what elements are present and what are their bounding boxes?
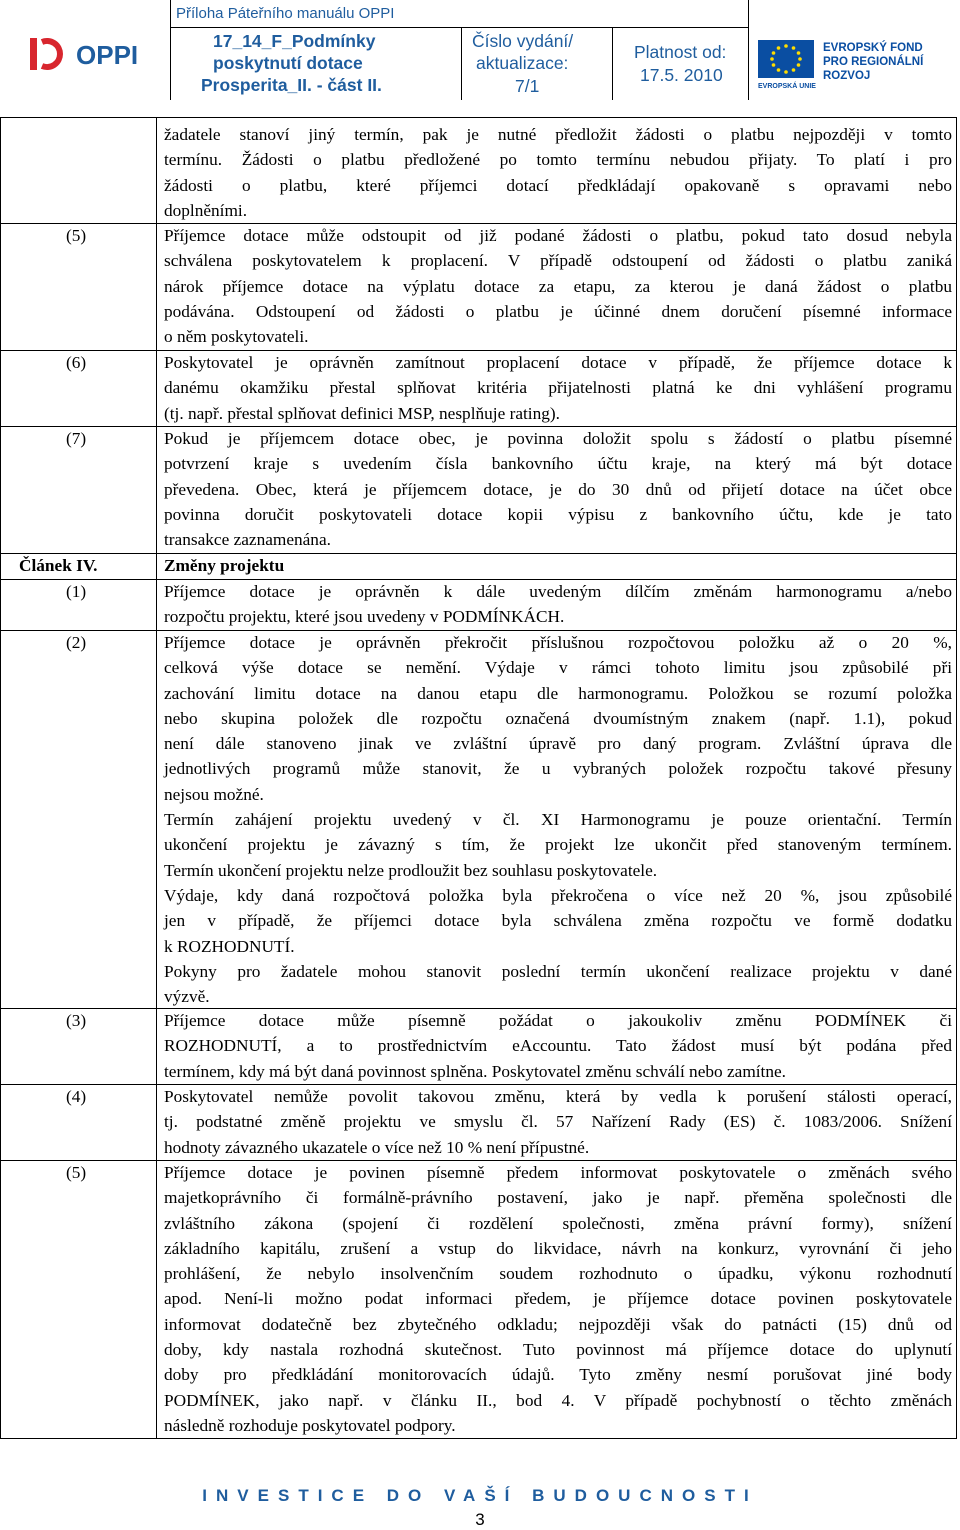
text-line: nebo skupina položek dle rozpočtu označená dvoumístným znakem (např. 1.1), pokud xyxy=(164,708,952,728)
paragraph-number: (1) xyxy=(66,582,87,601)
text-line: základního kapitálu, zrušení a vstup do likvidace, návrh na konkurz, vyrovnání či jeho xyxy=(164,1238,952,1258)
paragraph-number: (5) xyxy=(66,1163,87,1182)
text-line: o něm poskytovateli. xyxy=(164,327,309,347)
issue-label-1: Číslo vydání/ xyxy=(472,31,574,51)
text-line: žadatele stanoví jiný termín, pak je nutné předložit žádosti o platbu nejpozději v tomto xyxy=(164,125,952,144)
article-title: Změny projektu xyxy=(164,556,285,575)
doc-code-3: Prosperita_II. - část II. xyxy=(201,75,382,95)
text-line: celková výše dotace se nemění. Výdaje v rámci tohoto limitu jsou způsobilé při xyxy=(164,658,952,678)
manual-title: Příloha Páteřního manuálu OPPI xyxy=(176,5,395,22)
doc-code-1: 17_14_F_Podmínky xyxy=(213,31,376,51)
text-line: majetkoprávního či formálně-právního postavení, jako je např. přeměna společnosti dle xyxy=(164,1188,952,1208)
text-line: rozpočtu projektu, které jsou uvedeny v PODMÍNKÁCH. xyxy=(164,607,565,627)
text-line: podávána. Odstoupení od žádosti o platbu je účinné dnem doručení písemné informace xyxy=(164,301,952,321)
paragraph-number: (2) xyxy=(66,633,87,652)
text-line: Termín ukončení projektu nelze prodloužit bez souhlasu poskytovatele. xyxy=(164,860,658,880)
text-line: zachování limitu dotace na danou etapu dle harmonogramu. Položkou se rozumí položka xyxy=(164,683,952,703)
text-line: žádosti o platbu, které příjemci dotací předkládají opakovaně s opravami nebo xyxy=(164,175,952,195)
text-line: doplněními. xyxy=(164,200,248,220)
page-header xyxy=(0,0,960,100)
text-line: Výdaje, kdy daná rozpočtová položka byla překročena o více než 20 %, jsou způsobilé xyxy=(164,885,952,905)
text-line: potvrzení kraje s uvedením čísla bankovního účtu kraje, na který má být dotace xyxy=(164,454,952,474)
text-line: k ROZHODNUTÍ. xyxy=(164,936,295,956)
text-line: prohlášení, že nebylo insolvenčním soudem rozhodnuto o úpadku, výkonu rozhodnutí xyxy=(164,1264,952,1284)
eu-fund-2: PRO REGIONÁLNÍ xyxy=(823,56,924,68)
text-line: transakce zaznamenána. xyxy=(164,530,331,550)
text-line: PODMÍNEK, jako např. v článku II., bod 4. V případě pochybností o těchto změnách xyxy=(164,1390,952,1410)
eu-flag-logo xyxy=(755,36,945,90)
eu-caption: EVROPSKÁ UNIE xyxy=(758,83,816,90)
text-line: Pokud je příjemcem dotace obec, je povinna doložit spolu s žádostí o platbu písemné xyxy=(164,429,952,448)
text-line: nejsou možné. xyxy=(164,784,264,804)
text-line: tj. podstatné změně projektu ve smyslu čl. 57 Nařízení Rady (ES) č. 1083/2006. Snížení xyxy=(164,1112,952,1132)
text-line: Příjemce dotace je oprávněn k dále uvedeným dílčím změnám harmonogramu a/nebo xyxy=(164,582,952,601)
eu-fund-1: EVROPSKÝ FOND xyxy=(823,42,923,54)
paragraph-number: (6) xyxy=(66,353,87,372)
text-line: apod. Není-li možno podat informaci předem, je příjemce dotace povinen poskytovatele xyxy=(164,1289,952,1309)
text-line: termínu. Žádosti o platbu předložené po tomto termínu nebudou přijaty. To platí i pro xyxy=(164,150,952,170)
text-line: doby, kdy nastala rozhodná skutečnost. Tuto povinnost má příjemce dotace do uplynutí xyxy=(164,1340,952,1360)
text-line: výzvě. xyxy=(164,987,210,1007)
text-line: Termín zahájení projektu uvedený v čl. XI Harmonogramu je pouze orientační. Termín xyxy=(164,810,952,830)
text-line: následně rozhoduje poskytovatel podpory. xyxy=(164,1415,456,1435)
text-line: termínem, kdy má být daná povinnost splněna. Poskytovatel změnu schválí nebo zamítne. xyxy=(164,1061,786,1081)
text-line: hodnoty závazného ukazatele o více než 10 % není přípustné. xyxy=(164,1137,590,1157)
paragraph-number: (3) xyxy=(66,1011,87,1030)
text-line: jednotlivých programů může stanovit, že u vybraných položek rozpočtu takové přesuny xyxy=(164,759,952,779)
text-line: převedena. Obec, která je příjemcem dotace, je do 30 dnů od přijetí dotace na účet obce xyxy=(164,479,952,499)
issue-label-2: aktualizace: xyxy=(476,53,569,73)
issue-value: 7/1 xyxy=(515,76,540,96)
paragraph-number: (7) xyxy=(66,429,87,448)
eu-fund-3: ROZVOJ xyxy=(823,70,871,82)
text-line: jen v případě, že příjemci dotace byla schválena změna rozpočtu ve formě dodatku xyxy=(164,911,952,931)
text-line: schválena poskytovatelem k proplacení. V případě odstoupení od žádosti o platbu zaniká xyxy=(164,251,952,271)
text-line: ukončení projektu je závazný s tím, že projekt lze ukončit před stanoveným termínem. xyxy=(164,835,952,855)
text-line: Příjemce dotace je povinen písemně předem informovat poskytovatele o změnách svého xyxy=(164,1163,952,1182)
text-line: Příjemce dotace může písemně požádat o jakoukoliv změnu PODMÍNEK či xyxy=(164,1011,952,1030)
text-line: Poskytovatel je oprávněn zamítnout proplacení dotace v případě, že příjemce dotace k xyxy=(164,353,952,372)
text-line: Poskytovatel nemůže povolit takovou změnu, která by vedla k porušení stálosti operací, xyxy=(164,1087,952,1106)
article-label: Článek IV. xyxy=(19,556,98,575)
footer-slogan: INVESTICE DO VAŠÍ BUDOUCNOSTI xyxy=(202,1486,758,1505)
paragraph-number: (5) xyxy=(66,226,87,245)
text-line: informovat dodatečně bez zbytečného odkladu; nejpozději však do patnácti (15) dnů od xyxy=(164,1314,952,1334)
oppi-logo xyxy=(28,34,158,74)
text-line: povinna doručit poskytovateli dotace kopii výpisu z bankovního účtu, kde je tato xyxy=(164,504,952,524)
text-line: nárok příjemce dotace na výplatu dotace za etapu, za kterou je daná žádost o platbu xyxy=(164,276,952,296)
text-line: není dále stanoveno jinak ve zvláštní úpravě pro daný program. Zvláštní úprava dle xyxy=(164,734,952,754)
text-line: Pokyny pro žadatele mohou stanovit poslední termín ukončení realizace projektu v dané xyxy=(164,961,952,981)
text-line: (tj. např. přestal splňovat definici MSP, nesplňuje rating). xyxy=(164,403,560,423)
text-line: Příjemce dotace může odstoupit od již podané žádosti o platbu, pokud tato dosud nebyla xyxy=(164,226,952,245)
page-number: 3 xyxy=(475,1510,485,1529)
text-line: zvláštního zákona (spojení či rozdělení společnosti, změna právní formy), snížení xyxy=(164,1213,952,1233)
text-line: ROZHODNUTÍ, a to prostřednictvím eAccountu. Tato žádost musí být podána před xyxy=(164,1036,952,1056)
valid-value: 17.5. 2010 xyxy=(640,65,723,85)
oppi-logo-text: OPPI xyxy=(76,40,139,70)
doc-code-2: poskytnutí dotace xyxy=(213,53,363,73)
text-line: Příjemce dotace je oprávněn překročit příslušnou rozpočtovou položku až o 20 %, xyxy=(164,633,952,652)
text-line: doby pro předkládání monitorovacích údajů. Tyto změny nesmí porušovat jiné body xyxy=(164,1365,952,1385)
paragraph-number: (4) xyxy=(66,1087,87,1106)
text-line: danému okamžiku přestal splňovat kritéria přijatelnosti platná ke dni vyhlášení programu xyxy=(164,378,952,398)
valid-label: Platnost od: xyxy=(634,42,727,62)
